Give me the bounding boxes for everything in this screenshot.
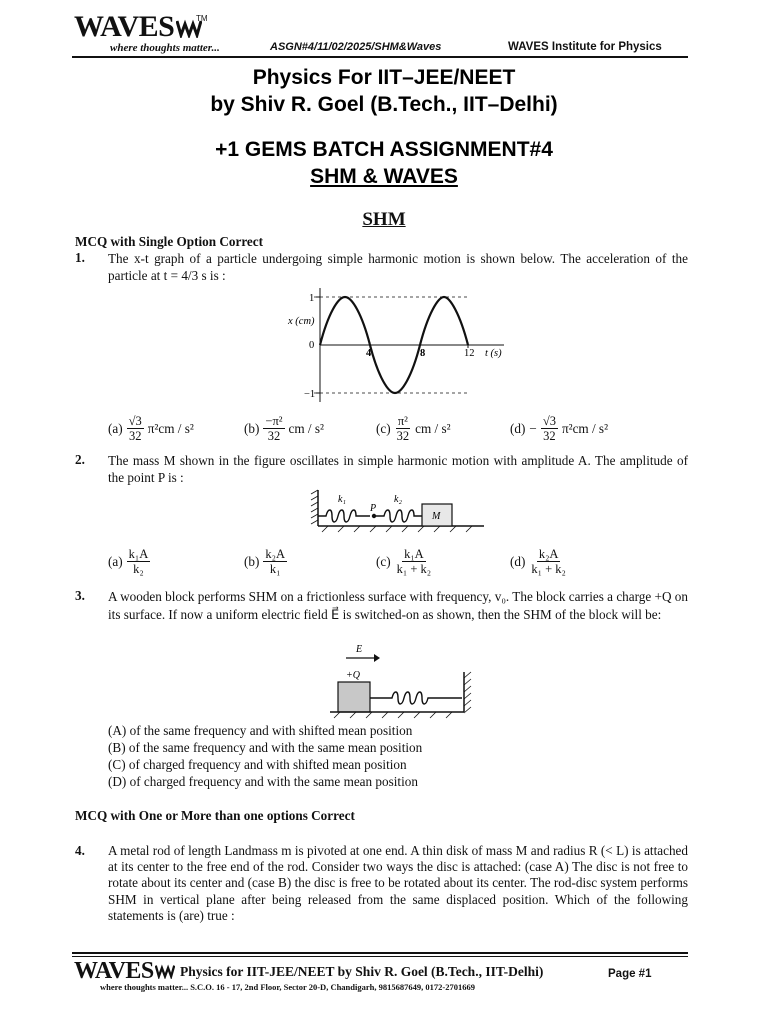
q1-option-c-label: (c) [376, 420, 391, 436]
q1-option-d-den: 32 [543, 429, 556, 443]
q2-label-k2: k₂ [394, 494, 402, 505]
footer-logo-wave-icon [155, 963, 175, 979]
q2-option-c-den: k₁ + k₂ [396, 562, 432, 576]
q2-label-p: P [370, 503, 377, 514]
q3-label-field: E⃗ [356, 644, 370, 655]
q1-option-c-den: 32 [396, 429, 410, 443]
q1-graph-xtick-4: 4 [366, 348, 372, 359]
q1-option-c [376, 414, 451, 443]
logo-text: WAVES [74, 10, 175, 43]
q2-option-b-label: (b) [244, 553, 260, 569]
institute-name: WAVES Institute for Physics [508, 41, 662, 53]
q1-option-a-den: 32 [128, 429, 142, 443]
q3-option-c: (C) of charged frequency and with shifted mean position [108, 757, 407, 772]
q2-option-c-fraction [395, 547, 434, 576]
section-title: SHM [362, 209, 406, 230]
q1-option-b-tail: cm / s² [288, 420, 324, 436]
footer-rule-thin [72, 956, 688, 957]
q1-option-a-tail: π²cm / s² [147, 420, 194, 436]
q2-option-a [108, 547, 150, 576]
q2-option-a-num: k₁A [128, 547, 149, 561]
assignment-code: ASGN#4/11/02/2025/SHM&Waves [270, 41, 442, 53]
q1-option-b-fraction [263, 414, 284, 443]
q2-number: 2. [75, 452, 85, 467]
q2-option-d-num: k₂A [538, 547, 559, 561]
q3-option-a: (A) of the same frequency and with shifted mean position [108, 723, 413, 738]
q2-option-b-fraction [263, 547, 287, 576]
title-course: Physics For IIT–JEE/NEET [252, 66, 516, 89]
q1-option-c-fraction [395, 414, 412, 443]
q2-option-c [376, 547, 433, 576]
q4-text: A metal rod of length Landmass m is pivoted at one end. A thin disk of mass M and radius R (< L) is attached at its center to the free end of the rod. Consider two ways the disc is attached: (case A) The disc is not free to rotate about its center and (case B) the disc is free to be rotated about its center. The rod-disc system performs SHM in vertical plane after being released from the same displaced position. Which of the following statements is (are) true : [108, 843, 688, 923]
q2-label-mass: M [432, 511, 441, 522]
section-heading-single: MCQ with Single Option Correct [75, 234, 264, 249]
q1-text: The x-t graph of a particle undergoing simple harmonic motion is shown below. The acceleration of the particle at t = 4/3 s is : [108, 251, 688, 283]
q1-xt-graph [282, 284, 508, 406]
q1-option-a [108, 414, 194, 443]
q1-option-d-sign: − [529, 420, 537, 436]
q2-option-c-num: k₁A [404, 547, 424, 561]
q2-option-b-den: k₁ [269, 562, 281, 576]
footer-rule-top [72, 952, 688, 954]
q1-option-b-label: (b) [244, 420, 260, 436]
q1-graph-ytick-neg: −1 [304, 389, 316, 400]
q2-spring-mass-figure [308, 486, 486, 534]
q1-option-d-fraction [541, 414, 558, 443]
q2-option-a-label: (a) [108, 553, 123, 569]
q2-option-d-fraction [529, 547, 568, 576]
q1-option-a-num: √3 [128, 414, 142, 428]
logo-trademark: TM [196, 14, 208, 23]
logo [74, 10, 202, 44]
q1-option-b [244, 414, 324, 443]
q3-block-spring-figure [330, 642, 476, 720]
q4-number: 4. [75, 843, 85, 858]
q1-number: 1. [75, 250, 85, 265]
q2-option-b-num: k₂A [265, 547, 286, 561]
q1-graph-ytick-pos: 1 [309, 293, 315, 304]
q3-option-d: (D) of charged frequency and with the same mean position [108, 774, 418, 789]
q1-graph-xlabel: t (s) [485, 348, 502, 359]
footer-address: where thoughts matter... S.C.O. 16 - 17, 2nd Floor, Sector 20-D, Chandigarh, 9815687649, 0172-2701669 [100, 982, 475, 992]
q2-option-a-den: k₂ [133, 562, 144, 576]
section-heading-multiple: MCQ with One or More than one options Correct [75, 808, 355, 823]
q1-graph-xtick-8: 8 [420, 348, 426, 359]
q1-option-c-tail: cm / s² [415, 420, 451, 436]
q1-option-a-fraction [127, 414, 144, 443]
title-topic: SHM & WAVES [310, 165, 458, 188]
q2-option-d [510, 547, 568, 576]
q2-option-a-fraction [127, 547, 151, 576]
logo-tagline: where thoughts matter... [110, 42, 220, 54]
q2-text: The mass M shown in the figure oscillates in simple harmonic motion with amplitude A. The amplitude of the point P is : [108, 453, 688, 485]
q1-graph-ylabel: x (cm) [288, 316, 315, 327]
header-rule [72, 56, 688, 58]
footer-title: Physics for IIT-JEE/NEET by Shiv R. Goel (B.Tech., IIT-Delhi) [180, 964, 544, 979]
q1-option-a-label: (a) [108, 420, 123, 436]
q3-option-b: (B) of the same frequency and with the same mean position [108, 740, 423, 755]
footer-logo-text: WAVES [74, 958, 154, 984]
q1-graph-xtick-12: 12 [464, 348, 475, 359]
q2-option-d-label: (d) [510, 553, 526, 569]
q2-option-c-label: (c) [376, 553, 391, 569]
q3-text: A wooden block performs SHM on a frictionless surface with frequency, v₀. The block carries a charge +Q on its surface. If now a uniform electric field E⃗ is switched-on as shown, then the SHM of the block will be: [108, 589, 688, 622]
q3-number: 3. [75, 588, 85, 603]
title-assignment: +1 GEMS BATCH ASSIGNMENT#4 [215, 138, 553, 161]
q1-option-c-num: π² [397, 414, 408, 428]
q2-option-d-den: k₁ + k₂ [531, 562, 566, 576]
q1-option-d-label: (d) [510, 420, 526, 436]
q1-option-b-den: 32 [267, 429, 281, 443]
footer-logo [74, 958, 175, 985]
q1-option-d-num: √3 [542, 414, 556, 428]
q2-option-b [244, 547, 287, 576]
page-number: Page #1 [608, 968, 652, 980]
q1-graph-ytick-zero: 0 [309, 340, 315, 351]
q1-option-b-num: −π² [265, 414, 283, 428]
title-author: by Shiv R. Goel (B.Tech., IIT–Delhi) [210, 93, 558, 116]
q3-label-charge: +Q [346, 670, 360, 681]
q1-option-d [510, 414, 608, 443]
q1-option-d-tail: π²cm / s² [561, 420, 609, 436]
q2-label-k1: k₁ [338, 494, 346, 505]
